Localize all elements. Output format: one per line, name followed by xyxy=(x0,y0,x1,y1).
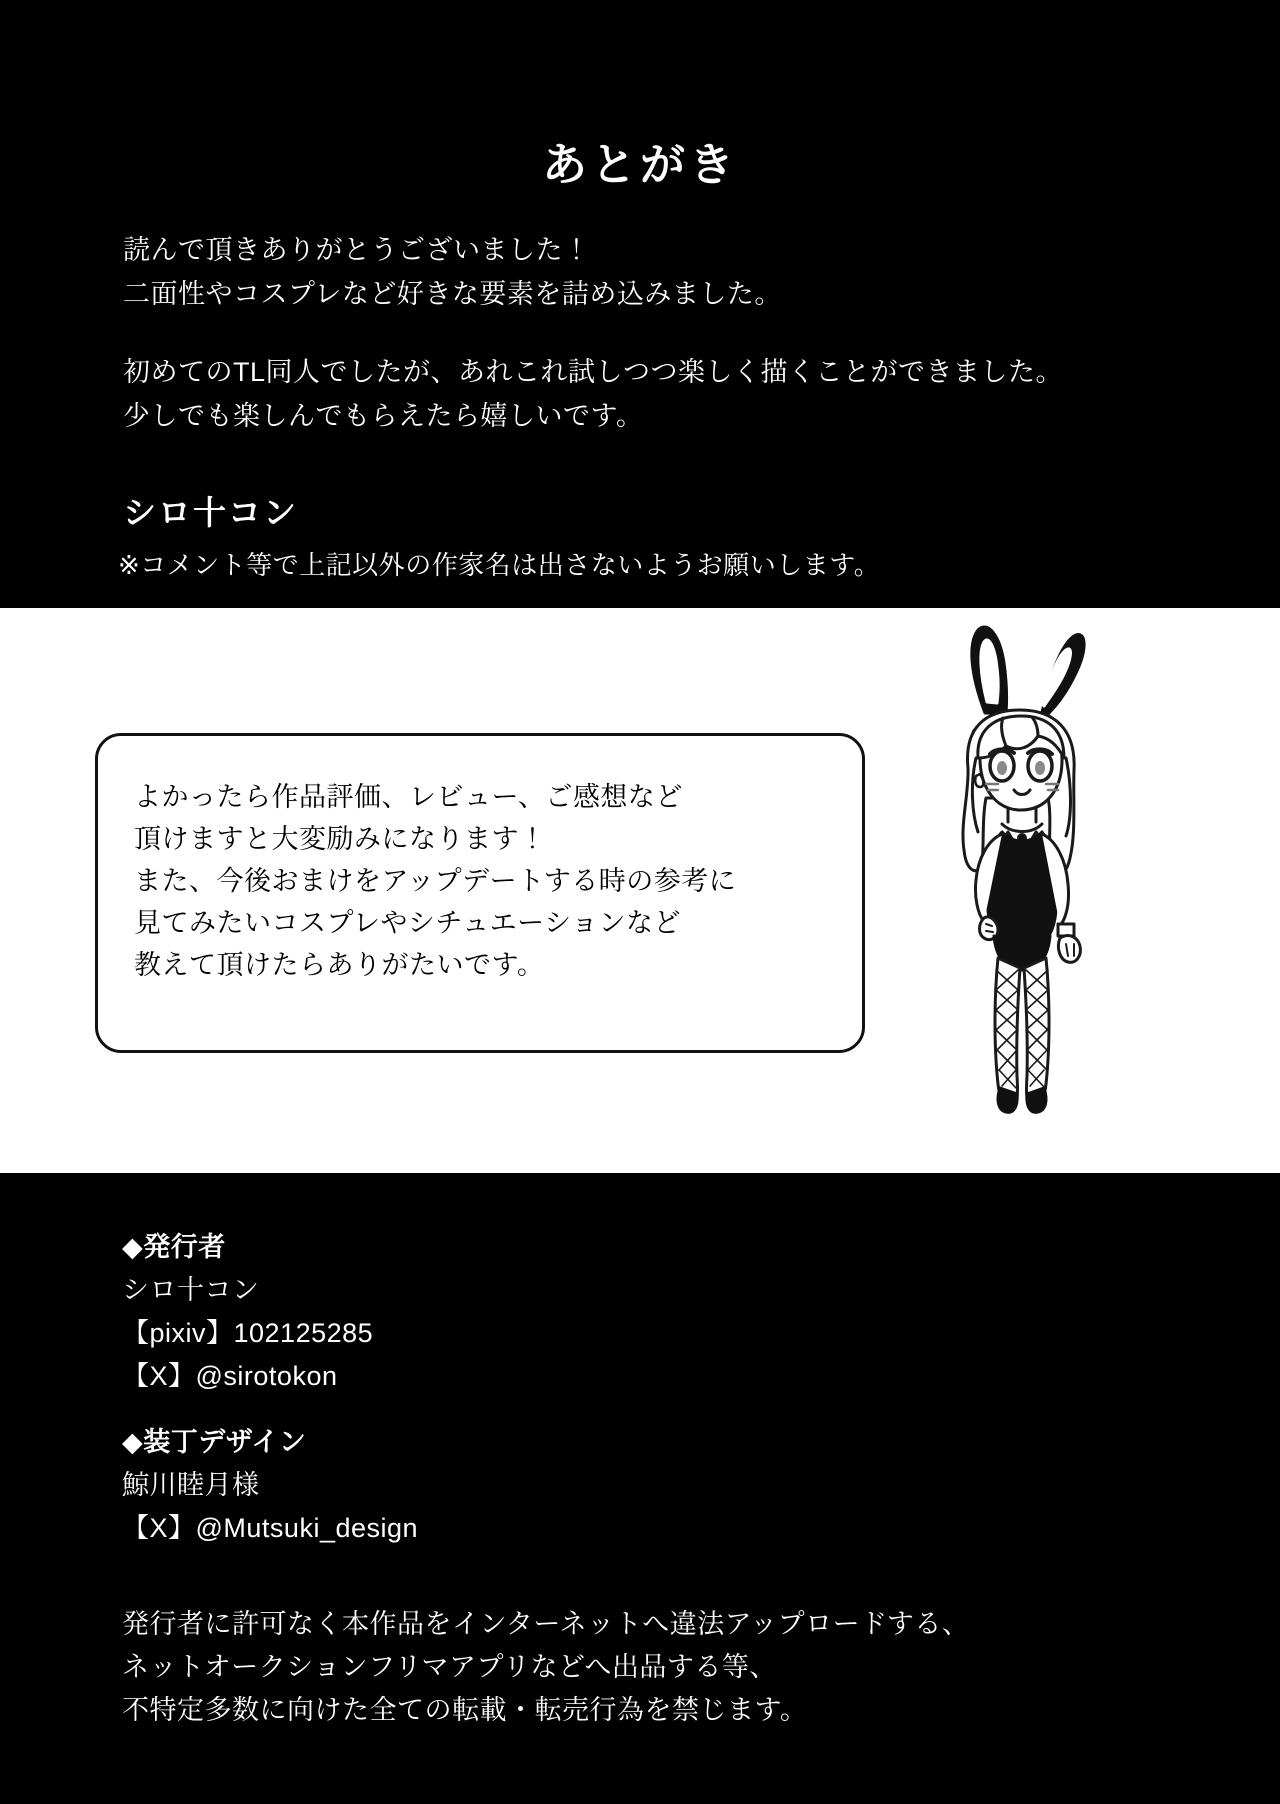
afterword-paragraph-1 xyxy=(123,228,1173,316)
afterword-body xyxy=(123,228,1173,438)
author-name-note: ※コメント等で上記以外の作家名は出さないようお願いします。 xyxy=(118,550,881,580)
design-heading: ◆装丁デザイン xyxy=(122,1427,307,1457)
request-section xyxy=(0,608,1280,1173)
request-line-3: また、今後おまけをアップデートする時の参考に xyxy=(134,866,737,896)
publisher-x-handle: 【X】@sirotokon xyxy=(122,1361,338,1391)
author-pen-name: シロ十コン xyxy=(123,494,298,531)
copyright-warning-block xyxy=(122,1603,969,1732)
afterword-section xyxy=(0,0,1280,608)
warning-line-3: 不特定多数に向けた全ての転載・転売行為を禁じます。 xyxy=(122,1695,808,1725)
afterword-paragraph-1-line-1: 読んで頂きありがとうございました！ xyxy=(123,235,591,265)
publisher-block xyxy=(122,1226,373,1398)
request-text xyxy=(134,776,842,986)
request-line-5: 教えて頂けたらありがたいです。 xyxy=(134,950,545,980)
design-x-handle: 【X】@Mutsuki_design xyxy=(122,1513,419,1543)
warning-line-2: ネットオークションフリマアプリなどへ出品する等、 xyxy=(122,1652,777,1682)
request-line-4: 見てみたいコスプレやシチュエーションなど xyxy=(134,908,682,938)
publisher-heading: ◆発行者 xyxy=(122,1232,226,1262)
request-line-2: 頂けますと大変励みになります！ xyxy=(134,824,547,854)
afterword-paragraph-1-line-2: 二面性やコスプレなど好きな要素を詰め込みました。 xyxy=(123,279,782,309)
afterword-paragraph-2-line-1: 初めてのTL同人でしたが、あれこれ試しつつ楽しく描くことができました。 xyxy=(123,357,1064,387)
afterword-paragraph-2 xyxy=(123,350,1173,438)
request-line-1: よかったら作品評価、レビュー、ご感想など xyxy=(134,782,683,812)
afterword-paragraph-2-line-2: 少しでも楽しんでもらえたら嬉しいです。 xyxy=(123,401,644,431)
warning-line-1: 発行者に許可なく本作品をインターネットへ違法アップロードする、 xyxy=(122,1609,970,1639)
design-credit-block xyxy=(122,1421,418,1550)
speech-bubble xyxy=(95,733,865,1053)
colophon-section xyxy=(0,1173,1280,1804)
bunny-girl-illustration xyxy=(890,618,1160,1148)
publisher-pixiv-id: 【pixiv】102125285 xyxy=(122,1318,374,1348)
publisher-name: シロ十コン xyxy=(122,1275,260,1305)
design-name: 鯨川睦月様 xyxy=(122,1470,260,1500)
page-title: あとがき xyxy=(541,139,738,191)
